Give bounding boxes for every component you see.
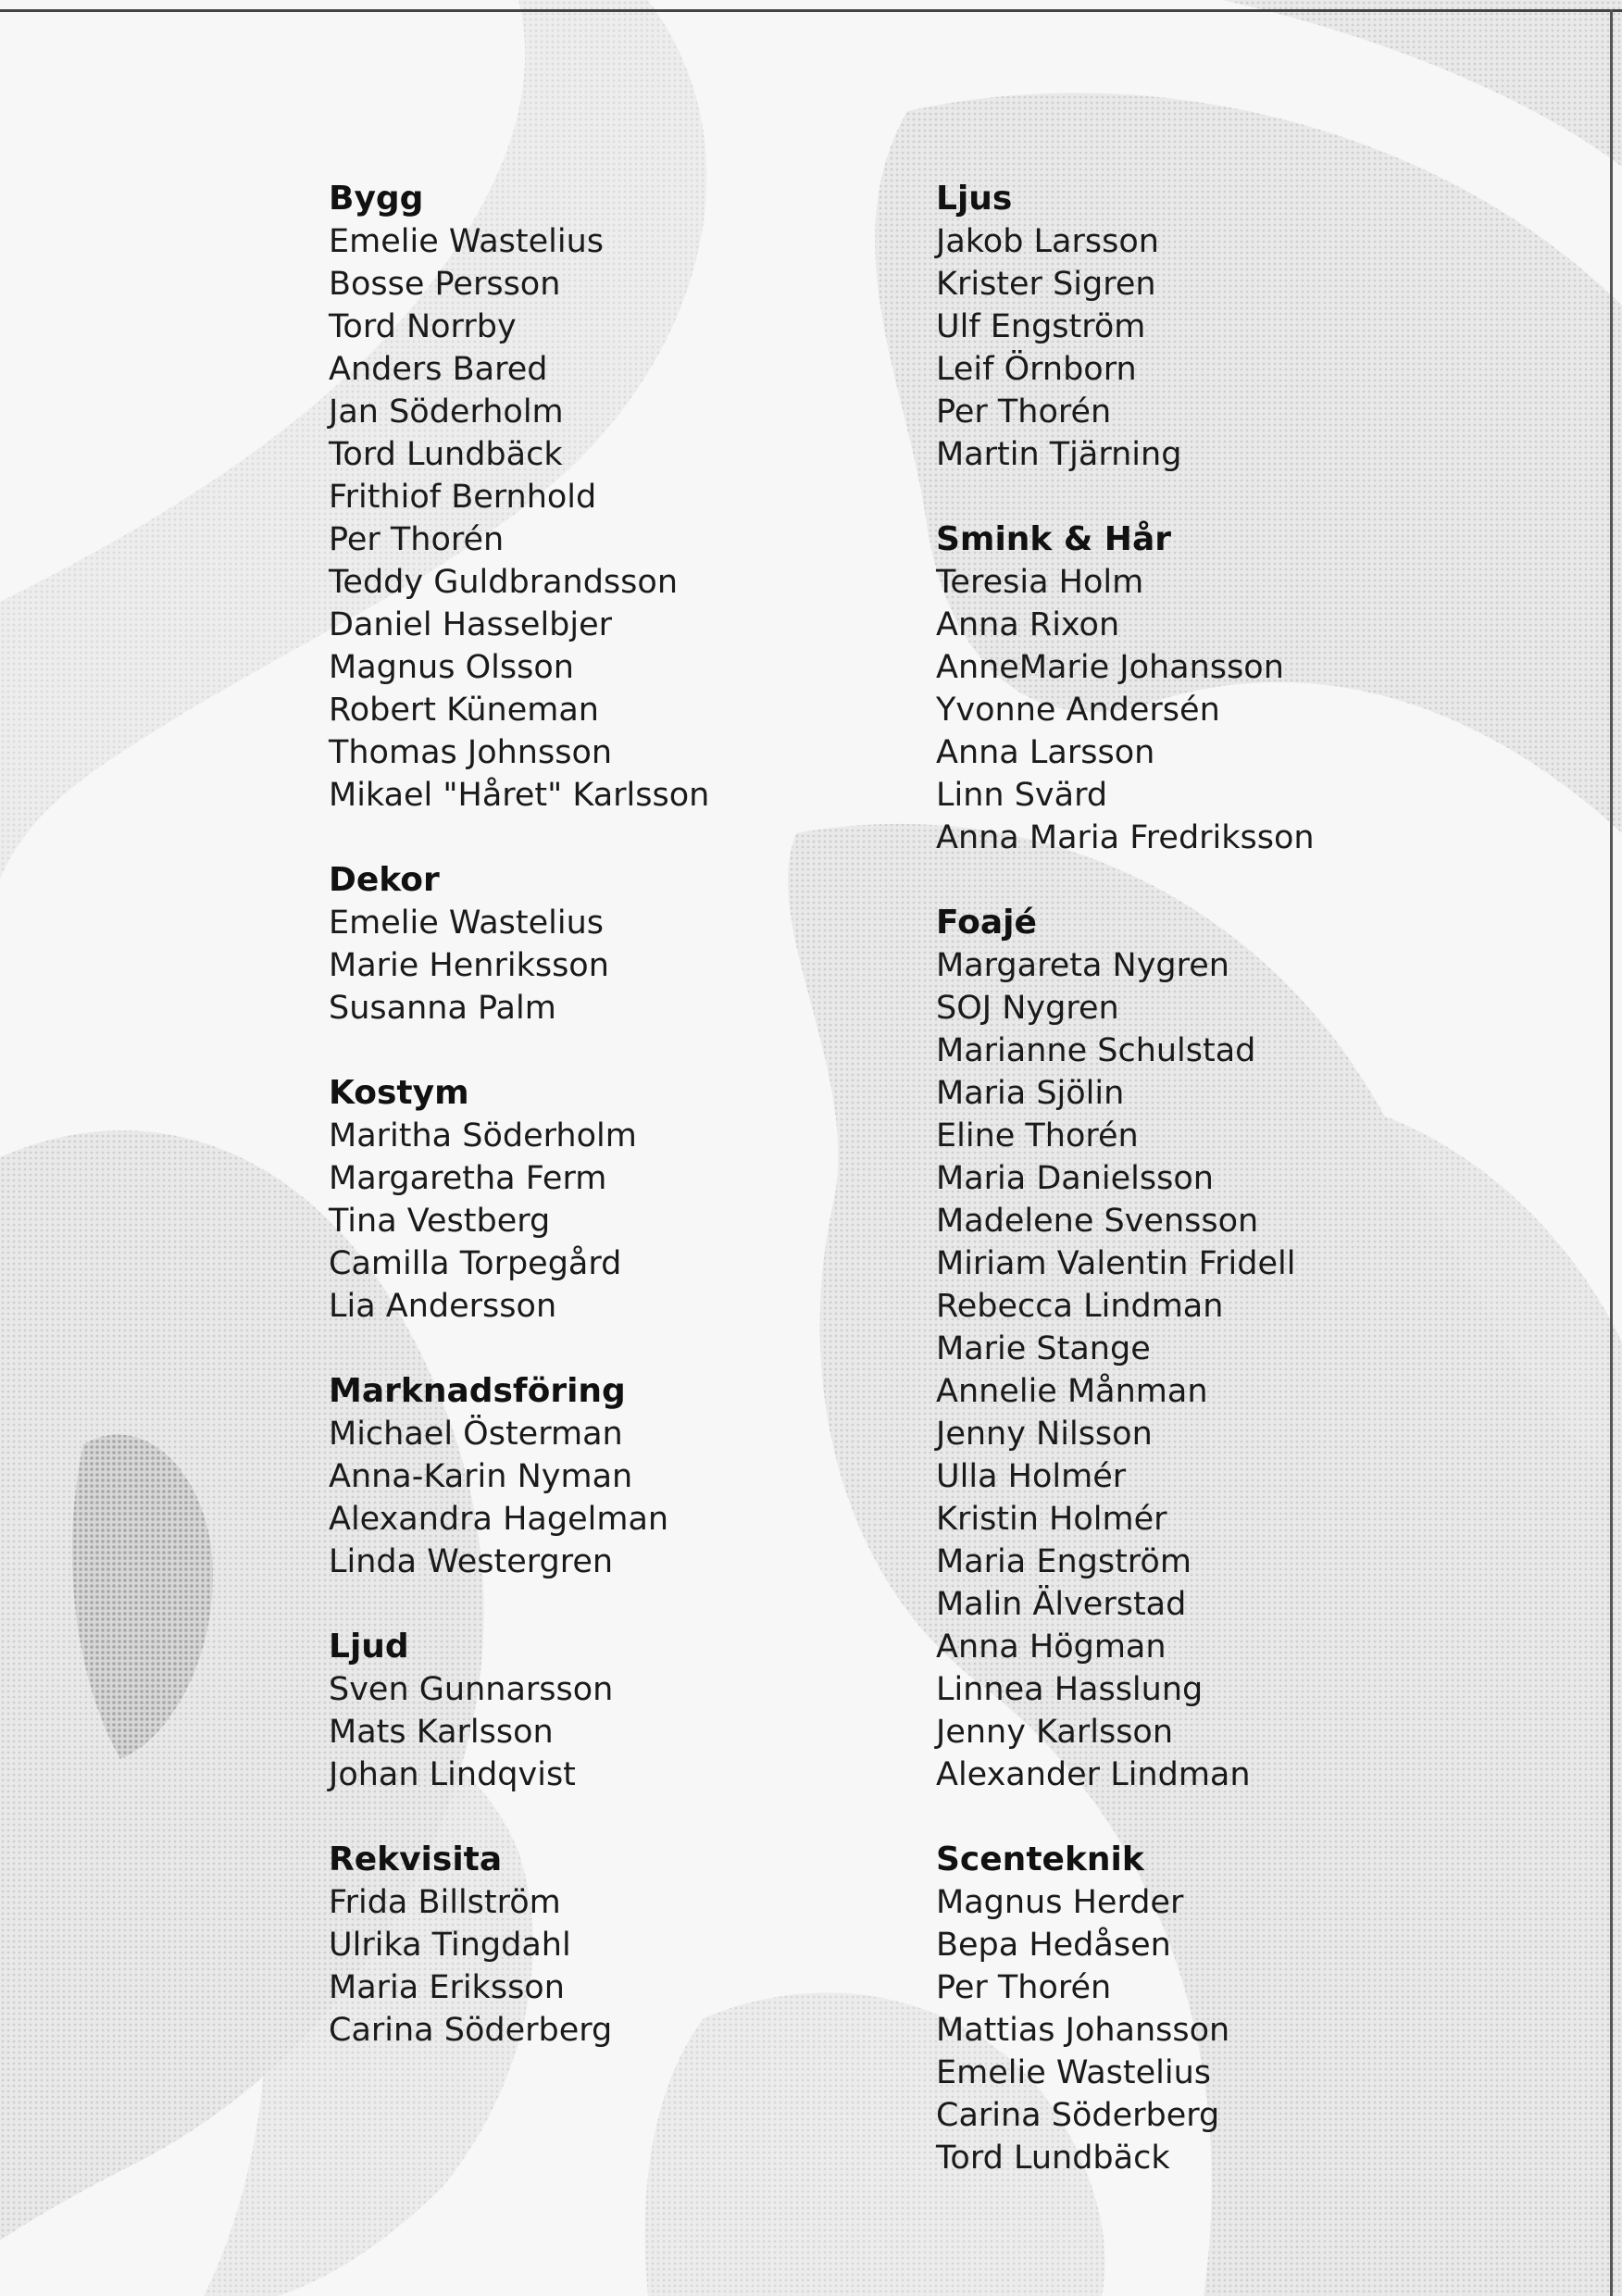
- credits-section-marknadsforing: [329, 1370, 921, 1583]
- left-credits-column: [329, 178, 921, 2094]
- credit-name: Martin Tjärning: [936, 436, 1182, 473]
- credit-name: Alexandra Hagelman: [329, 1501, 669, 1538]
- section-heading: Foajé: [936, 904, 1037, 942]
- credit-name: Leif Örnborn: [936, 351, 1137, 388]
- credit-name: Camilla Torpegård: [329, 1245, 622, 1282]
- credit-name: Margaretha Ferm: [329, 1160, 607, 1197]
- credit-name: Ulrika Tingdahl: [329, 1927, 571, 1964]
- credit-name: Emelie Wastelius: [329, 223, 605, 260]
- credit-name: SOJ Nygren: [936, 990, 1119, 1027]
- credit-name: Magnus Herder: [936, 1884, 1184, 1921]
- credit-name: Anna-Karin Nyman: [329, 1458, 633, 1495]
- credit-name: Miriam Valentin Fridell: [936, 1245, 1296, 1282]
- top-border-line: [0, 9, 1622, 12]
- credit-name: Tord Norrby: [329, 308, 517, 345]
- credit-name: Maria Engström: [936, 1543, 1192, 1580]
- credit-name: Anna Rixon: [936, 606, 1120, 643]
- credits-section-foaje: [936, 902, 1528, 1796]
- credit-name: Emelie Wastelius: [329, 905, 605, 942]
- credit-name: Per Thorén: [936, 1969, 1112, 2006]
- credit-name: Jenny Nilsson: [936, 1416, 1153, 1453]
- credit-name: Michael Österman: [329, 1416, 623, 1453]
- credit-name: Daniel Hasselbjer: [329, 606, 613, 643]
- credits-section-ljus: [936, 178, 1528, 476]
- credit-name: Marie Henriksson: [329, 947, 609, 984]
- credit-name: Linda Westergren: [329, 1543, 614, 1580]
- credit-name: Anna Maria Fredriksson: [936, 819, 1315, 856]
- credit-name: Frida Billström: [329, 1884, 561, 1921]
- credit-name: Krister Sigren: [936, 266, 1156, 303]
- credits-section-ljud: [329, 1626, 921, 1796]
- credits-section-dekor: [329, 859, 921, 1029]
- credit-name: Anders Bared: [329, 351, 548, 388]
- credit-name: Frithiof Bernhold: [329, 479, 597, 516]
- credit-name: AnneMarie Johansson: [936, 649, 1284, 686]
- credit-name: Maria Eriksson: [329, 1969, 565, 2006]
- credit-name: Linn Svärd: [936, 777, 1108, 814]
- credit-name: Per Thorén: [936, 393, 1112, 430]
- credit-name: Anna Högman: [936, 1628, 1167, 1666]
- credit-name: Mats Karlsson: [329, 1714, 554, 1751]
- section-heading: Marknadsföring: [329, 1372, 626, 1410]
- credit-name: Rebecca Lindman: [936, 1288, 1224, 1325]
- credit-name: Yvonne Andersén: [936, 692, 1220, 729]
- credit-name: Bosse Persson: [329, 266, 561, 303]
- credit-name: Jenny Karlsson: [936, 1714, 1174, 1751]
- credit-name: Kristin Holmér: [936, 1501, 1167, 1538]
- credits-section-rekvisita: [329, 1839, 921, 2052]
- credit-name: Tina Vestberg: [329, 1203, 551, 1240]
- credit-name: Eline Thorén: [936, 1117, 1139, 1154]
- right-credits-column: [936, 178, 1528, 2222]
- credit-name: Tord Lundbäck: [329, 436, 563, 473]
- credit-name: Annelie Månman: [936, 1373, 1208, 1410]
- section-heading: Smink & Hår: [936, 520, 1171, 558]
- credit-name: Madelene Svensson: [936, 1203, 1259, 1240]
- credit-name: Mikael "Håret" Karlsson: [329, 777, 710, 814]
- credit-name: Linnea Hasslung: [936, 1671, 1204, 1708]
- section-heading: Ljus: [936, 180, 1013, 218]
- right-border-line: [1610, 9, 1613, 2296]
- credit-name: Ulla Holmér: [936, 1458, 1127, 1495]
- credit-name: Margareta Nygren: [936, 947, 1229, 984]
- section-heading: Scenteknik: [936, 1841, 1144, 1878]
- credit-name: Teresia Holm: [936, 564, 1144, 601]
- credit-name: Per Thorén: [329, 521, 505, 558]
- credit-name: Tord Lundbäck: [936, 2140, 1170, 2177]
- credit-name: Anna Larsson: [936, 734, 1155, 771]
- credits-section-kostym: [329, 1072, 921, 1328]
- credit-name: Thomas Johnsson: [329, 734, 613, 771]
- credit-name: Carina Söderberg: [329, 2012, 613, 2049]
- credit-name: Jan Söderholm: [329, 393, 564, 430]
- credit-name: Mattias Johansson: [936, 2012, 1230, 2049]
- credit-name: Johan Lindqvist: [329, 1756, 576, 1793]
- credit-name: Ulf Engström: [936, 308, 1146, 345]
- credits-section-smink-and-har: [936, 518, 1528, 859]
- credit-name: Sven Gunnarsson: [329, 1671, 614, 1708]
- credit-name: Marie Stange: [936, 1330, 1151, 1367]
- section-heading: Bygg: [329, 180, 424, 218]
- credit-name: Bepa Hedåsen: [936, 1927, 1171, 1964]
- section-heading: Kostym: [329, 1074, 469, 1112]
- credit-name: Teddy Guldbrandsson: [329, 564, 679, 601]
- credit-name: Carina Söderberg: [936, 2097, 1220, 2134]
- section-heading: Rekvisita: [329, 1841, 503, 1878]
- credit-name: Maria Sjölin: [936, 1075, 1125, 1112]
- credit-name: Susanna Palm: [329, 990, 556, 1027]
- credits-section-bygg: [329, 178, 921, 817]
- credit-name: Marianne Schulstad: [936, 1032, 1256, 1069]
- section-heading: Dekor: [329, 861, 440, 899]
- credit-name: Magnus Olsson: [329, 649, 574, 686]
- credit-name: Maritha Söderholm: [329, 1117, 637, 1154]
- credit-name: Lia Andersson: [329, 1288, 557, 1325]
- section-heading: Ljud: [329, 1628, 409, 1666]
- credit-name: Alexander Lindman: [936, 1756, 1251, 1793]
- credit-name: Maria Danielsson: [936, 1160, 1214, 1197]
- credit-name: Robert Küneman: [329, 692, 599, 729]
- credit-name: Jakob Larsson: [936, 223, 1159, 260]
- credits-section-scenteknik: [936, 1839, 1528, 2179]
- credit-name: Emelie Wastelius: [936, 2054, 1212, 2091]
- credit-name: Malin Älverstad: [936, 1586, 1187, 1623]
